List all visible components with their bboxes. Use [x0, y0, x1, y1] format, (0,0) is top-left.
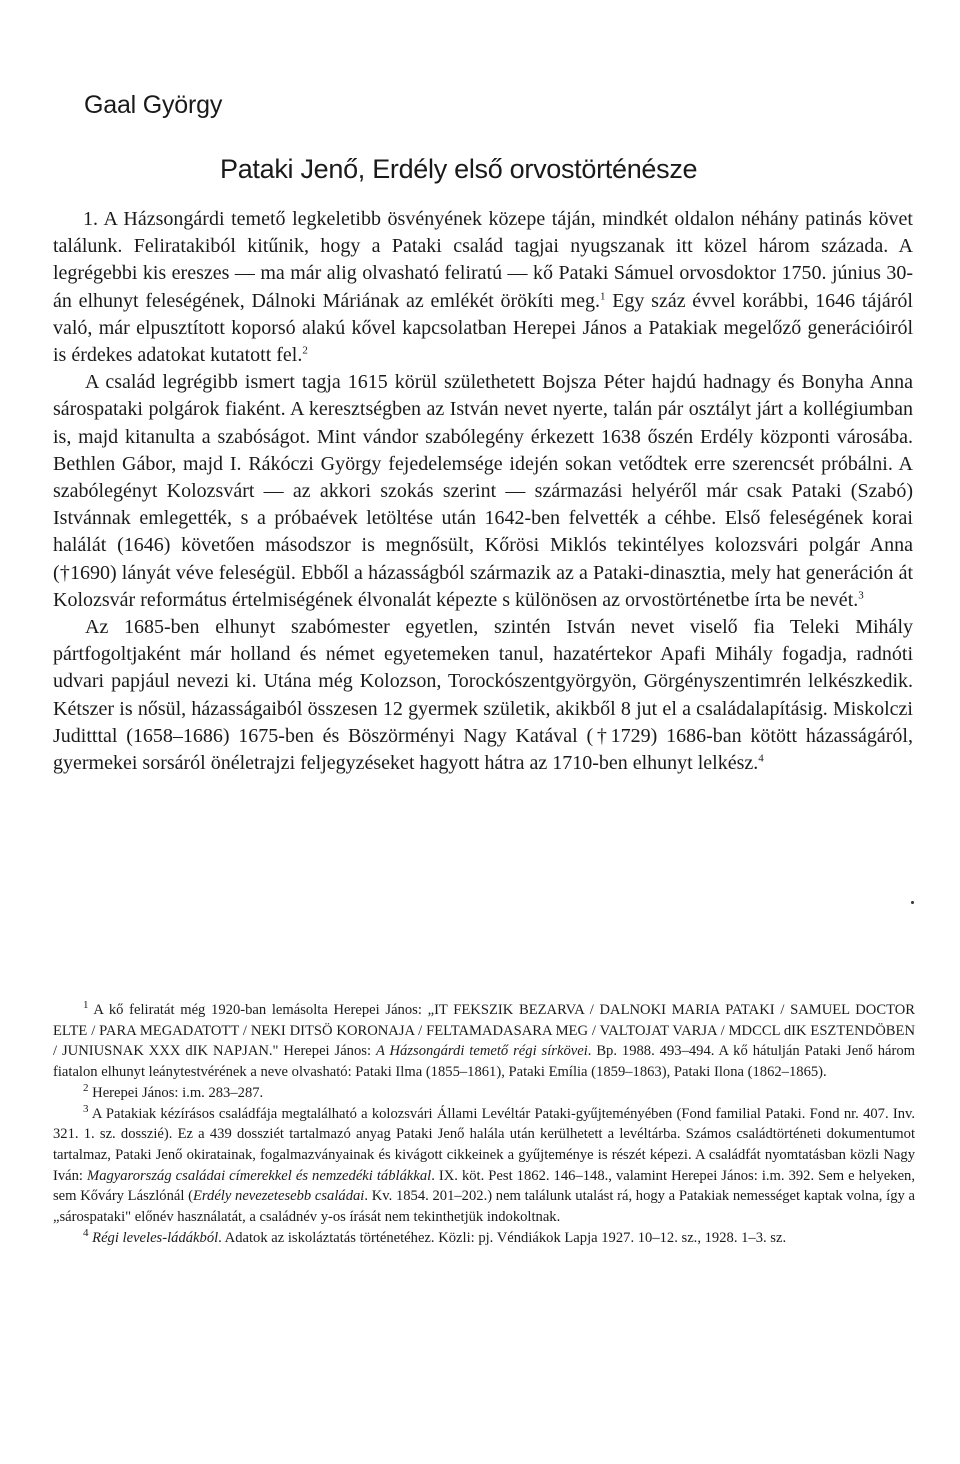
footnote-4-number: 4 — [83, 1226, 89, 1239]
footnote-1-book-title: A Házsongárdi temető régi sírkövei — [375, 1043, 588, 1060]
footnote-ref-4: 4 — [758, 752, 764, 765]
footnote-3-book-title-2: Erdély nevezetesebb családai — [192, 1188, 365, 1205]
body-paragraph-1 — [53, 206, 913, 369]
paragraph-3-text: Az 1685-ben elhunyt szabómester egyetlen, szintén István nevet viselő fia Teleki Mihály pártfogoltjaként már holland és német egyetemeken tanul, hazatértekor Apafi Mihály fogadja, radnóti udvari papjául nevezi ki. Utána még Kolozson, Torockószentgyörgyön, Görgényszentimrén lelkészkedik. Kétszer is nősül, házasságaiból összesen 12 gyermek születik, akikből 8 jut el a családalapításig. Miskolczi Juditttal (1658–1686) 1675-ben és Böszörményi Nagy Katával (†1729) 1686-ban kötött házasságáról, gyermekei sorsáról önéletrajzi feljegyzéseket hagyott hátra az 1710-ben elhunyt lelkész. — [53, 616, 913, 775]
footnote-1-number: 1 — [83, 999, 89, 1012]
footnote-3 — [53, 1104, 915, 1228]
body-paragraph-3 — [53, 614, 913, 777]
footnote-1-text-a: A kő feliratát még 1920-ban lemásolta Herepei János: „IT FEKSZIK BEZARVA / DALNOKI MARIA PATAKI / SAMUEL DOCTOR ELTE / PARA MEGADATOTT / NEKI DITSÖ KORONAJA / FELTAMADASARA MEG / VALTOJAT VARJA / MDCCL dIK ESZTENDÖBEN / JUNIUSNAK XXX dIK NAPJAN." Herepei János: — [53, 1002, 915, 1060]
footnote-2 — [53, 1083, 915, 1104]
footnote-ref-3: 3 — [858, 589, 864, 602]
footnote-1 — [53, 1000, 915, 1083]
footnote-4-book-title: Régi leveles-ládákból — [88, 1229, 219, 1246]
article-body — [53, 206, 913, 777]
footnote-3-text-b: . IX. köt. Pest 1862. 146–148., valamint Herepei János: i.m. 392. Sem e helyeken, sem Kőváry Lászlónál ( — [53, 1167, 915, 1205]
article-title: Pataki Jenő, Erdély első orvostörténésze — [220, 154, 698, 184]
footnote-ref-2: 2 — [302, 344, 308, 357]
footnote-3-text-c: . Kv. 1854. 201–202.) nem találunk utalást rá, hogy a Patakiak nemességet kaptak volna, így a „sárospataki" előnév használatát, a családnév y-os írását nem tekinthetjük indokoltnak. — [53, 1188, 915, 1226]
footnote-2-number: 2 — [83, 1081, 89, 1094]
paragraph-1-text-a: 1. A Házsongárdi temető legkeletibb ösvényének közepe táján, mindkét oldalon néhány patinás követ találunk. Feliratakiból kitűnik, hogy a Pataki család tagjai nyugszanak itt közel három százada. A legrégebbi kis ereszes — ma már alig olvasható feliratú — kő Pataki Sámuel orvosdoktor 1750. június 30-án elhunyt feleségének, Dálnoki Máriának az emlékét örökíti meg. — [53, 208, 913, 312]
paragraph-1-text-b: Egy száz évvel korábbi, 1646 tájáról való, már elpusztított koporsó alakú kővel kapcsolatban Herepei János a Patakiak megelőző generációiról is érdekes adatokat kutatott fel. — [53, 289, 913, 367]
footnote-2-text: Herepei János: i.m. 283–287. — [88, 1084, 264, 1101]
footnote-4-text: . Adatok az iskoláztatás történetéhez. Közli: pj. Véndiákok Lapja 1927. 10–12. sz., 1928. 1–3. sz. — [218, 1229, 787, 1246]
footnote-3-text-a: A Patakiak kézírásos családfája megtalálható a kolozsvári Állami Levéltár Pataki-gyűjteményében (Fond familial Pataki. Fond nr. 407. Inv. 321. 1. sz. dosszié). Ez a 439 dossziét tartalmazó anyag Pataki Jenő halála után kerülhetett a levéltárba. Számos családtörténeti dokumentumot tartalmaz, Pataki Jenő okiratainak, fogalmazványainak és kivágott cikkeinek a gyűjteménye is részét képezi. A családfát nyomtatásban közli Nagy Iván: — [53, 1105, 915, 1184]
footnote-3-number: 3 — [83, 1102, 89, 1115]
scan-speck — [911, 901, 914, 904]
paragraph-2-text: A család legrégibb ismert tagja 1615 körül születhetett Bojsza Péter hajdú hadnagy és Bonyha Anna sárospataki polgárok fiaként. A keresztségben az István nevet nyerte, talán pár osztályt járt a kollégiumban is, majd kitanulta a szabóságot. Mint vándor szabólegény érkezett 1638 őszén Erdély központi városába. Bethlen Gábor, majd I. Rákóczi György fejedelemsége idején sokan vetődtek erre szerencsét próbálni. A szabólegényt Kolozsvárt — az akkori szokás szerint — származási helyéről már csak Pataki (Szabó) Istvánnak emlegették, s a próbaévek letöltése után 1642-ben felvették a céhbe. Első feleségének korai halálát (1646) követően másodszor is megnősült, Kőrösi Miklós tekintélyes kolozsvári polgár Anna (†1690) lányát véve feleségül. Ebből a házasságból származik az a Pataki-dinasztia, mely hat generáción át Kolozsvár református értelmiségének élvonalát képezte s különösen az orvostörténetbe írta be nevét. — [53, 371, 913, 611]
footnotes — [53, 1000, 915, 1248]
footnote-ref-1: 1 — [599, 289, 606, 302]
footnote-4 — [53, 1228, 915, 1249]
body-paragraph-2 — [53, 369, 913, 614]
footnote-3-book-title-1: Magyarország családai címerekkel és nemzedéki táblákkal — [87, 1167, 432, 1184]
author-name: Gaal György — [84, 91, 223, 119]
footnote-1-text-b: . Bp. 1988. 493–494. A kő hátulján Pataki Jenő három fiatalon elhunyt leánytestvérének a neve olvasható: Pataki Ilma (1855–1861), Pataki Emília (1859–1863), Pataki Ilona (1862–1865). — [53, 1043, 915, 1081]
